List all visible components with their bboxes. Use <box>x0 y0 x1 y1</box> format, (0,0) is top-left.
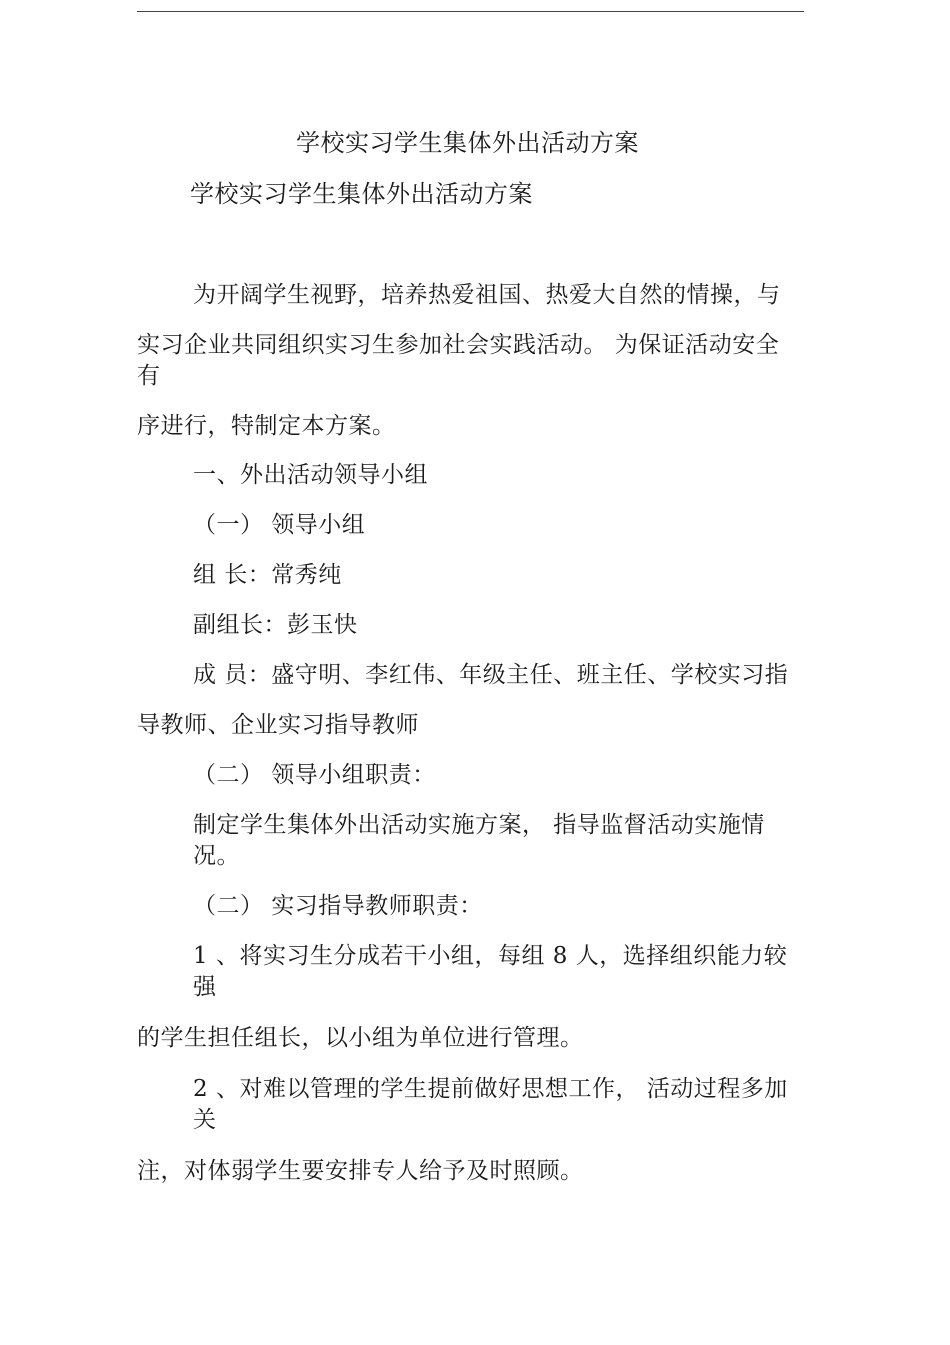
intro-line-2: 实习企业共同组织实习生参加社会实践活动。 为保证活动安全 <box>137 332 780 358</box>
subsection-heading-2: （二） 领导小组职责： <box>193 762 436 788</box>
duty-line-2: 况。 <box>193 843 240 869</box>
deputy-leader: 副组长：彭玉快 <box>193 612 358 638</box>
item2-line-2: 关 <box>193 1107 217 1133</box>
item2-line-3: 注，对体弱学生要安排专人给予及时照顾。 <box>137 1158 584 1184</box>
members-line-2: 导教师、企业实习指导教师 <box>137 712 419 738</box>
intro-line-1: 为开阔学生视野，培养热爱祖国、热爱大自然的情操，与 <box>193 282 781 308</box>
members-line-1: 成 员：盛守明、李红伟、年级主任、班主任、学校实习指 <box>193 662 789 688</box>
intro-line-4: 序进行，特制定本方案。 <box>137 413 396 439</box>
item2-line-1: 2 、对难以管理的学生提前做好思想工作， 活动过程多加 <box>193 1076 788 1102</box>
document-subtitle: 学校实习学生集体外出活动方案 <box>190 180 533 208</box>
group-leader: 组 长：常秀纯 <box>193 562 342 588</box>
document-title: 学校实习学生集体外出活动方案 <box>296 129 639 157</box>
item1-line-3: 的学生担任组长，以小组为单位进行管理。 <box>137 1025 584 1051</box>
header-rule <box>137 11 804 12</box>
item1-line-2: 强 <box>193 974 217 1000</box>
subsection-heading-1: （一） 领导小组 <box>193 512 366 538</box>
item1-line-1: 1 、将实习生分成若干小组，每组 8 人，选择组织能力较 <box>193 943 788 969</box>
intro-line-3: 有 <box>137 363 161 389</box>
duty-line-1: 制定学生集体外出活动实施方案， 指导监督活动实施情 <box>193 812 765 838</box>
section-heading-1: 一、外出活动领导小组 <box>193 462 428 488</box>
subsection-heading-3: （二） 实习指导教师职责： <box>193 893 483 919</box>
